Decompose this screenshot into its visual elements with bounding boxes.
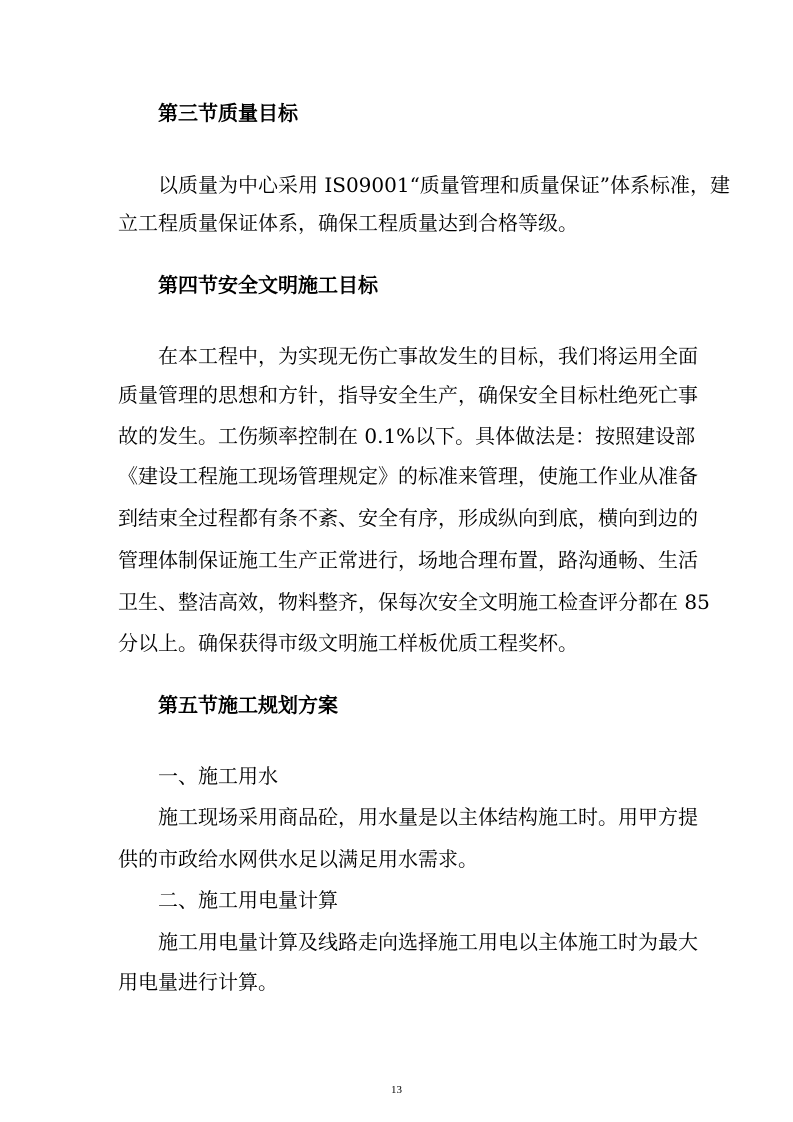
section-heading-safety-goal: 第四节安全文明施工目标	[158, 273, 378, 297]
paragraph-line: 立工程质量保证体系，确保工程质量达到合格等级。	[118, 211, 578, 235]
section-heading-construction-plan: 第五节施工规划方案	[158, 693, 338, 717]
paragraph-line: 用电量进行计算。	[118, 970, 278, 994]
subsection-title-water: 一、施工用水	[158, 764, 278, 788]
paragraph-line: 到结束全过程都有条不紊、安全有序，形成纵向到底，横向到边的	[118, 506, 698, 530]
paragraph-line: 《建设工程施工现场管理规定》的标准来管理，使施工作业从准备	[118, 464, 698, 488]
paragraph-line: 以质量为中心采用 IS09001“质量管理和质量保证”体系标准，建	[158, 173, 731, 197]
section-heading-quality-goal: 第三节质量目标	[158, 101, 298, 125]
paragraph-line: 故的发生。工伤频率控制在 0.1%以下。具体做法是：按照建设部	[118, 424, 696, 448]
paragraph-line: 在本工程中，为实现无伤亡事故发生的目标，我们将运用全面	[158, 344, 698, 368]
paragraph-line: 施工用电量计算及线路走向选择施工用电以主体施工时为最大	[158, 930, 698, 954]
paragraph-line: 供的市政给水网供水足以满足用水需求。	[118, 847, 478, 871]
paragraph-line: 卫生、整洁高效，物料整齐，保每次安全文明施工检查评分都在 85	[118, 590, 710, 614]
paragraph-line: 质量管理的思想和方针，指导安全生产，确保安全目标杜绝死亡事	[118, 383, 698, 407]
page-number: 13	[391, 1084, 402, 1096]
paragraph-line: 管理体制保证施工生产正常进行，场地合理布置，路沟通畅、生活	[118, 548, 698, 572]
subsection-title-electricity: 二、施工用电量计算	[158, 888, 338, 912]
paragraph-line: 分以上。确保获得市级文明施工样板优质工程奖杯。	[118, 631, 578, 655]
paragraph-line: 施工现场采用商品砼，用水量是以主体结构施工时。用甲方提	[158, 805, 698, 829]
